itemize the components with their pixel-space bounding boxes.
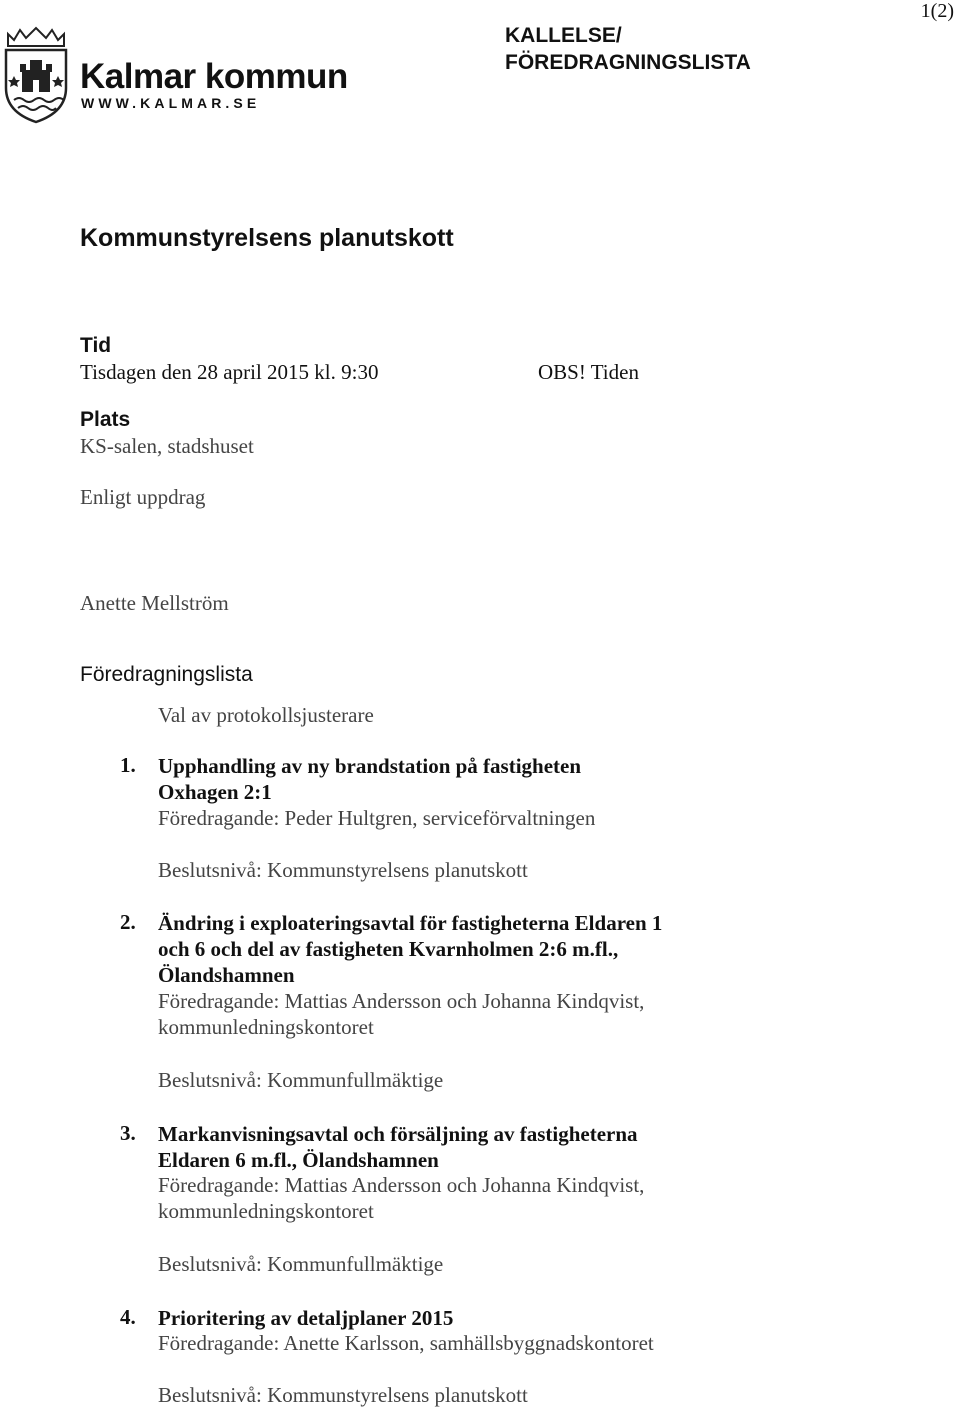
agenda-item-number: 3. (120, 1121, 136, 1145)
agenda-item-number: 1. (120, 753, 136, 777)
logo-name: Kalmar kommun (80, 57, 348, 96)
agenda-item-presenter: Föredragande: Mattias Andersson och Johanna Kindqvist, (158, 1173, 645, 1197)
agenda-item-presenter: kommunledningskontoret (158, 1199, 374, 1223)
agenda-item-decision-level: Beslutsnivå: Kommunfullmäktige (158, 1068, 444, 1092)
appointment-note: Enligt uppdrag (80, 485, 206, 509)
place-heading: Plats (80, 408, 131, 431)
agenda-item-title: Eldaren 6 m.fl., Ölandshamnen (158, 1148, 439, 1172)
agenda-item-title: Prioritering av detaljplaner 2015 (158, 1306, 454, 1330)
meeting-place: KS-salen, stadshuset (80, 434, 254, 458)
agenda-item-title: Ölandshamnen (158, 963, 295, 987)
agenda-item-title: Markanvisningsavtal och försäljning av fastigheterna (158, 1122, 638, 1146)
agenda-item-title: Upphandling av ny brandstation på fastigheten (158, 754, 582, 778)
meeting-time: Tisdagen den 28 april 2015 kl. 9:30 (80, 360, 379, 384)
agenda-intro: Val av protokollsjusterare (158, 703, 374, 727)
agenda-item-presenter: Föredragande: Anette Karlsson, samhällsbyggnadskontoret (158, 1331, 654, 1355)
agenda-item-decision-level: Beslutsnivå: Kommunstyrelsens planutskott (158, 1383, 528, 1407)
time-note: OBS! Tiden (538, 360, 639, 384)
page-number: 1(2) (920, 0, 954, 22)
agenda-item-presenter: kommunledningskontoret (158, 1015, 374, 1039)
agenda-item-title: Oxhagen 2:1 (158, 780, 272, 804)
signatory-name: Anette Mellström (80, 591, 229, 615)
agenda-item-presenter: Föredragande: Mattias Andersson och Johanna Kindqvist, (158, 989, 645, 1013)
agenda-item-title: och 6 och del av fastigheten Kvarnholmen 2:6 m.fl., (158, 937, 619, 961)
logo-url: WWW.KALMAR.SE (81, 95, 261, 111)
agenda-item-number: 4. (120, 1305, 136, 1329)
agenda-item-title: Ändring i exploateringsavtal för fastigheterna Eldaren 1 (158, 911, 663, 935)
agenda-item-decision-level: Beslutsnivå: Kommunfullmäktige (158, 1252, 444, 1276)
agenda-heading: Föredragningslista (80, 663, 253, 686)
committee-title: Kommunstyrelsens planutskott (80, 224, 454, 252)
agenda-item-presenter: Föredragande: Peder Hultgren, serviceförvaltningen (158, 806, 596, 830)
kalmar-crest-logo (0, 26, 72, 126)
agenda-item-decision-level: Beslutsnivå: Kommunstyrelsens planutskott (158, 858, 528, 882)
time-heading: Tid (80, 334, 112, 357)
document-type: KALLELSE/ FÖREDRAGNINGSLISTA (505, 24, 751, 74)
agenda-item-number: 2. (120, 910, 136, 934)
